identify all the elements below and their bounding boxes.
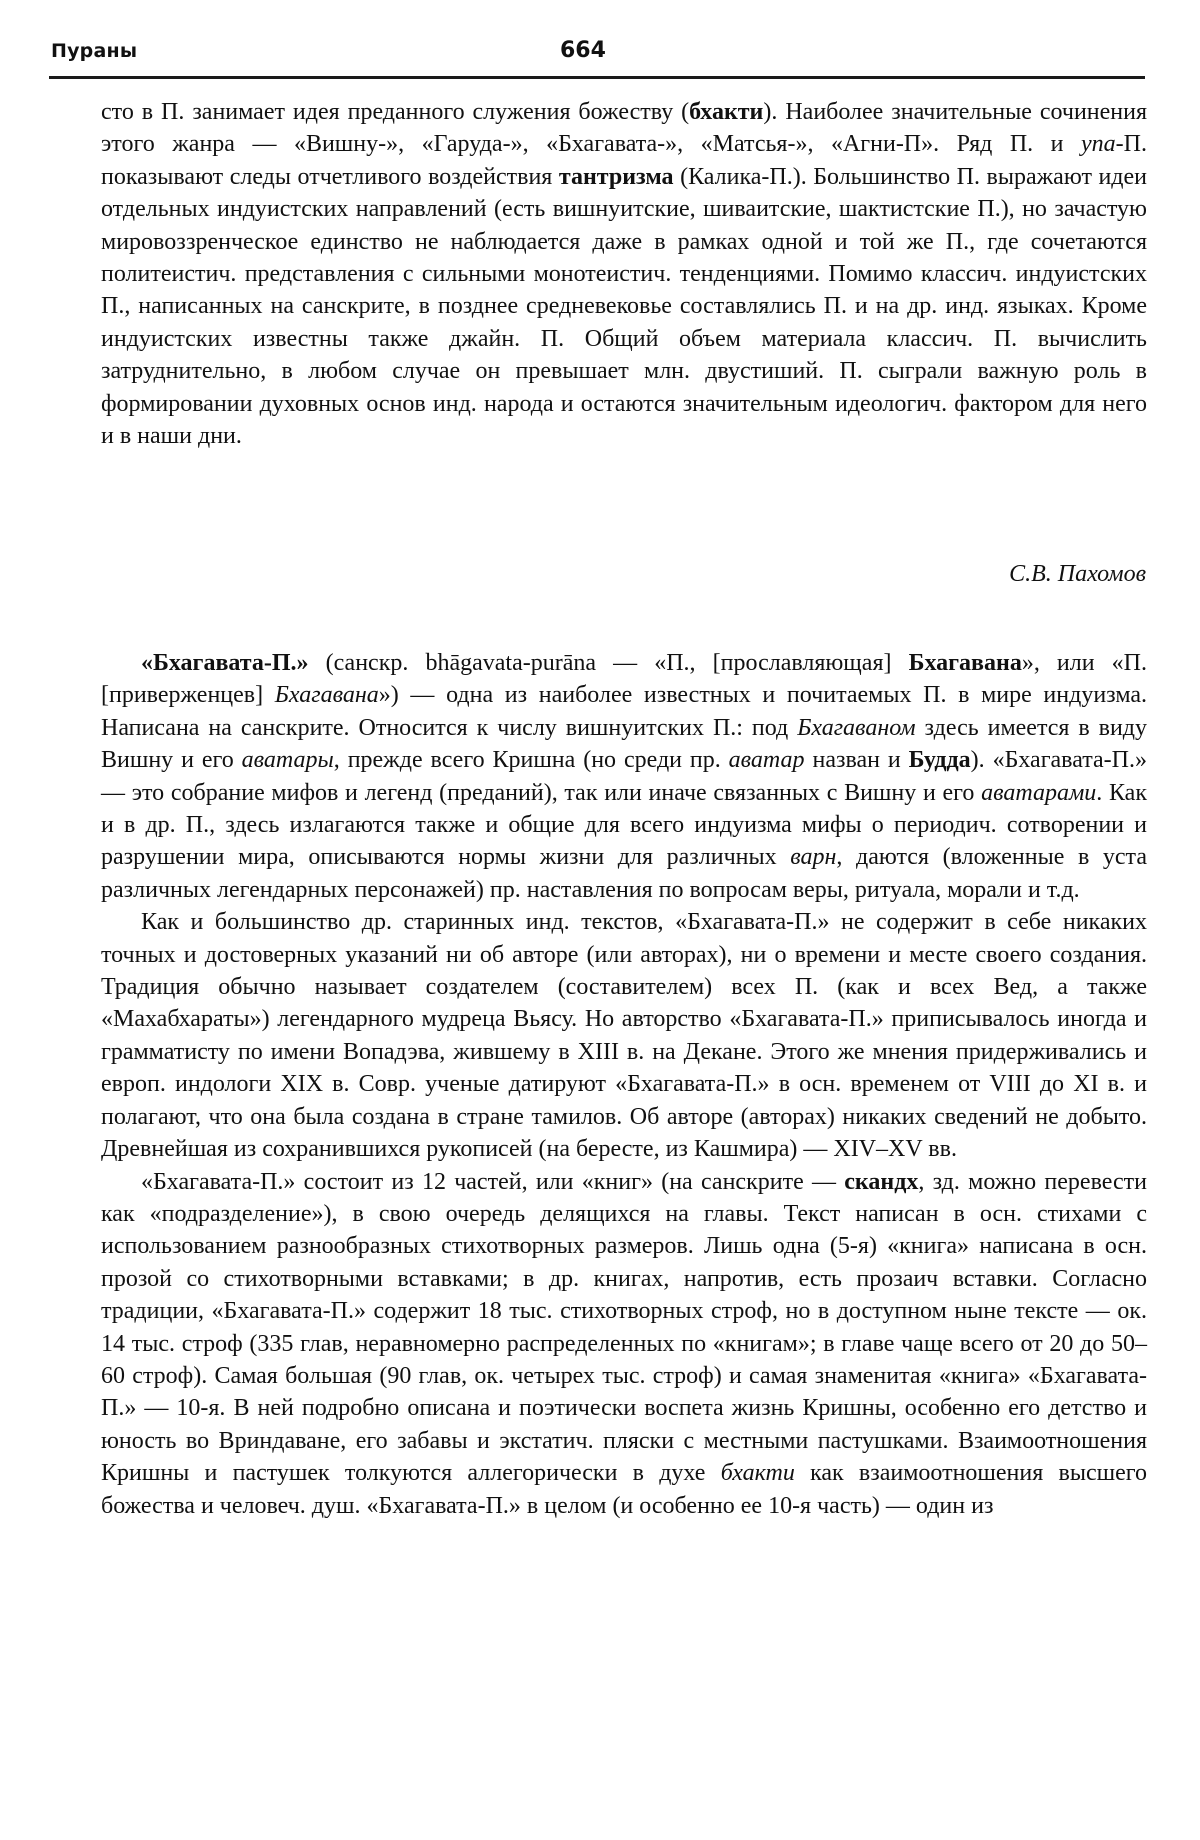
term-tantrism: тантризма [558,163,674,190]
main-article [101,647,1147,1522]
term-bhakti: бхакти [689,99,764,125]
header-rule [49,76,1145,79]
article-paragraph-2: Как и большинство др. старинных инд. текстов, «Бхагавата-П.» не содержит в себе никаких точных и достоверных указаний ни об авторе (или авторах), ни о времени и месте своего создания. Традиция обычно называет создателем (составителем) всех П. (как и всех Вед, а также «Махабхараты») легендарного мудреца Вьясу. Но авторство «Бхагавата-П.» приписывалось иногда и грамматисту по имени Вопадэва, жившему в XIII в. на Декане. Этого же мнения придерживались и европ. индологи XIX в. Совр. ученые датируют «Бхагавата-П.» в осн. временем от VIII до XI в. и полагают, что она была создана в стране тамилов. Об авторе (авторах) никаких сведений не добыто. Древнейшая из сохранившихся рукописей (на бересте, из Кашмира) — XIV–XV вв. [101,909,1147,1163]
page-number: 664 [560,38,606,63]
running-head: Пураны [51,40,138,62]
article-paragraph-1: «Бхагавата-П.» (санскр. bhāgavata-purāna — «П., [прославляющая] Бхагавана», или «П. [приверженцев] Бхагавана») — одна из наиболее известных и почитаемых П. в мире индуизма. Написана на санскрите. Относится к числу вишнуитских П.: под Бхагаваном здесь имеется в виду Вишну и его аватары, прежде всего Кришна (но среди пр. аватар назван и Будда). «Бхагавата-П.» — это собрание мифов и легенд (преданий), так или иначе связанных с Вишну и его аватарами. Как и в др. П., здесь излагаются также и общие для всего индуизма мифы о периодич. сотворении и разрушении мира, описываются нормы жизни для различных варн, даются (вложенные в уста различных легендарных персонажей) пр. наставления по вопросам веры, ритуала, морали и т.д. [101,650,1148,903]
author-signature: С.В. Пахомов [1009,561,1146,587]
article-headword: «Бхагавата-П.» [141,650,309,676]
article-paragraph-3: «Бхагавата-П.» состоит из 12 частей, или «книг» (на санскрите — скандх, зд. можно перевести как «подразделение»), в свою очередь делящихся на главы. Текст написан в осн. стихами с использованием разнообразных стихотворных размеров. Лишь одна (5-я) «книга» написана в осн. прозой со стихотворными вставками; в др. книгах, напротив, есть прозаич вставки. Согласно традиции, «Бхагавата-П.» содержит 18 тыс. стихотворных строф, но в доступном ныне тексте — ок. 14 тыс. строф (335 глав, неравномерно распределенных по «книгам»; в главе чаще всего от 20 до 50–60 строф). Самая большая (90 глав, ок. четырех тыс. строф) и самая знаменитая «книга» «Бхагавата-П.» — 10-я. В ней подробно описана и поэтически воспета жизнь Кришны, особенно его детство и юность во Вриндаване, его забавы и экстатич. пляски с местными пастушками. Взаимоотношения Кришны и пастушек толкуются аллегорически в духе бхакти как взаимоотношения высшего божества и человеч. душ. «Бхагавата-П.» в целом (и особенно ее 10-я часть) — один из [101,1168,1147,1519]
continued-paragraph: сто в П. занимает идея преданного служения божеству (бхакти). Наиболее значительные сочинения этого жанра — «Вишну-», «Гаруда-», «Бхагавата-», «Матсья-», «Агни-П». Ряд П. и упа-П. показывают следы отчетливого воздействия тантризма (Калика-П.). Большинство П. выражают идеи отдельных индуистских направлений (есть вишнуитские, шиваитские, шактистские П.), но зачастую мировоззренческое единство не наблюдается даже в рамках одной и той же П., где сочетаются политеистич. представления с сильными монотеистич. тенденциями. Помимо классич. индуистских П., написанных на санскрите, в позднее средневековье составлялись П. и на др. инд. языках. Кроме индуистских известны также джайн. П. Общий объем материала классич. П. вычислить затруднительно, в любом случае он превышает млн. двустиший. П. сыграли важную роль в формировании духовных основ инд. народа и остаются значительным идеологич. фактором для него и в наши дни. [101,99,1148,450]
continued-article [101,96,1147,452]
